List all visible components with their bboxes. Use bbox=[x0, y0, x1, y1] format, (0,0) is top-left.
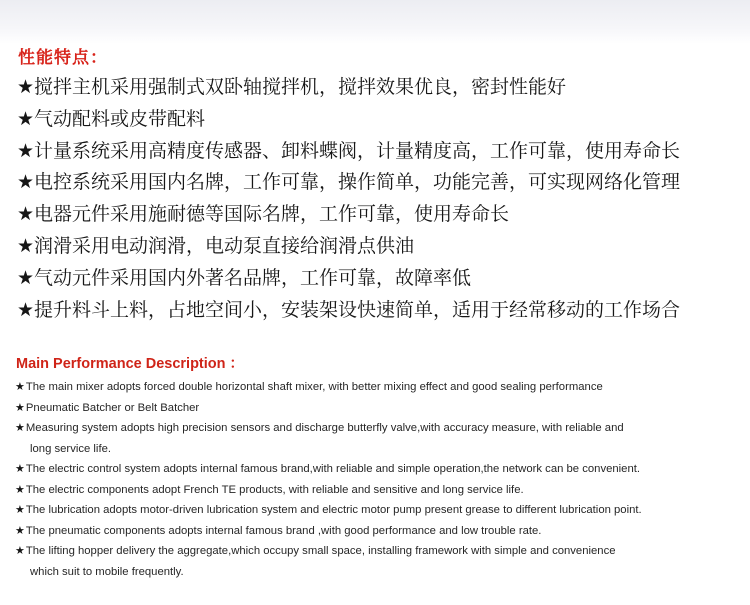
cn-feature-item bbox=[17, 231, 680, 263]
cn-feature-text: 提升料斗上料，占地空间小，安装架设快速简单，适用于经常移动的工作场合 bbox=[34, 298, 681, 321]
cn-feature-text: 计量系统采用高精度传感器、卸料蝶阀，计量精度高，工作可靠，使用寿命长 bbox=[34, 139, 681, 162]
cn-feature-text: 润滑采用电动润滑，电动泵直接给润滑点供油 bbox=[34, 234, 415, 257]
cn-feature-text: 电器元件采用施耐德等国际名牌，工作可靠，使用寿命长 bbox=[34, 203, 510, 226]
en-feature-item bbox=[15, 459, 740, 480]
star-icon: ★ bbox=[15, 401, 25, 414]
en-feature-item bbox=[15, 398, 740, 419]
cn-feature-text: 气动配料或皮带配料 bbox=[34, 107, 206, 130]
en-feature-item bbox=[15, 521, 740, 542]
en-feature-item bbox=[15, 480, 740, 501]
cn-feature-item bbox=[17, 104, 680, 136]
en-feature-list bbox=[15, 377, 740, 582]
star-icon: ★ bbox=[15, 422, 25, 434]
en-feature-text: Measuring system adopts high precision sensors and discharge butterfly valve,with accuracy measure, with reliable and bbox=[25, 422, 624, 434]
star-icon: ★ bbox=[15, 504, 25, 516]
star-icon: ★ bbox=[17, 139, 35, 162]
star-icon: ★ bbox=[17, 298, 35, 321]
en-feature-item bbox=[15, 541, 740, 582]
star-icon: ★ bbox=[15, 381, 25, 393]
star-icon: ★ bbox=[15, 524, 25, 537]
star-icon: ★ bbox=[15, 545, 25, 557]
cn-feature-item bbox=[17, 199, 680, 231]
star-icon: ★ bbox=[15, 463, 25, 475]
cn-feature-item bbox=[17, 167, 680, 199]
star-icon: ★ bbox=[17, 234, 35, 257]
cn-feature-item bbox=[17, 136, 680, 168]
en-feature-text: The main mixer adopts forced double horizontal shaft mixer, with better mixing effect and good sealing performance bbox=[25, 381, 603, 393]
star-icon: ★ bbox=[17, 266, 35, 289]
en-feature-text-continuation: which suit to mobile frequently. bbox=[30, 565, 184, 578]
en-feature-item bbox=[15, 377, 740, 398]
en-feature-text-continuation: long service life. bbox=[30, 442, 111, 455]
star-icon: ★ bbox=[17, 76, 35, 98]
cn-feature-item bbox=[17, 263, 680, 295]
en-section-heading: Main Performance Description ： bbox=[16, 356, 245, 372]
star-icon: ★ bbox=[17, 171, 35, 194]
star-icon: ★ bbox=[17, 203, 35, 226]
cn-feature-item bbox=[17, 72, 680, 104]
en-feature-text: The lifting hopper delivery the aggregate,which occupy small space, installing framework with simple and convenience bbox=[25, 545, 616, 557]
en-feature-text: The electric components adopt French TE products, with reliable and sensitive and long service life. bbox=[25, 483, 524, 496]
cn-section-heading: 性能特点： bbox=[18, 48, 108, 68]
cn-feature-list bbox=[17, 72, 680, 326]
en-feature-text: The lubrication adopts motor-driven lubrication system and electric motor pump present grease to different lubrication point. bbox=[25, 504, 642, 516]
en-feature-text: The electric control system adopts internal famous brand,with reliable and simple operation,the network can be convenient. bbox=[25, 463, 641, 475]
en-feature-text: Pneumatic Batcher or Belt Batcher bbox=[25, 401, 200, 414]
cn-feature-text: 搅拌主机采用强制式双卧轴搅拌机，搅拌效果优良，密封性能好 bbox=[34, 76, 567, 98]
en-feature-item bbox=[15, 418, 740, 459]
en-feature-text: The pneumatic components adopts internal famous brand ,with good performance and low trouble rate. bbox=[25, 524, 542, 537]
star-icon: ★ bbox=[17, 107, 35, 130]
cn-feature-text: 电控系统采用国内名牌，工作可靠，操作简单，功能完善，可实现网络化管理 bbox=[34, 171, 681, 194]
star-icon: ★ bbox=[15, 483, 25, 496]
en-feature-item bbox=[15, 500, 740, 521]
cn-feature-text: 气动元件采用国内外著名品牌，工作可靠，故障率低 bbox=[34, 266, 472, 289]
cn-feature-item bbox=[17, 295, 680, 327]
